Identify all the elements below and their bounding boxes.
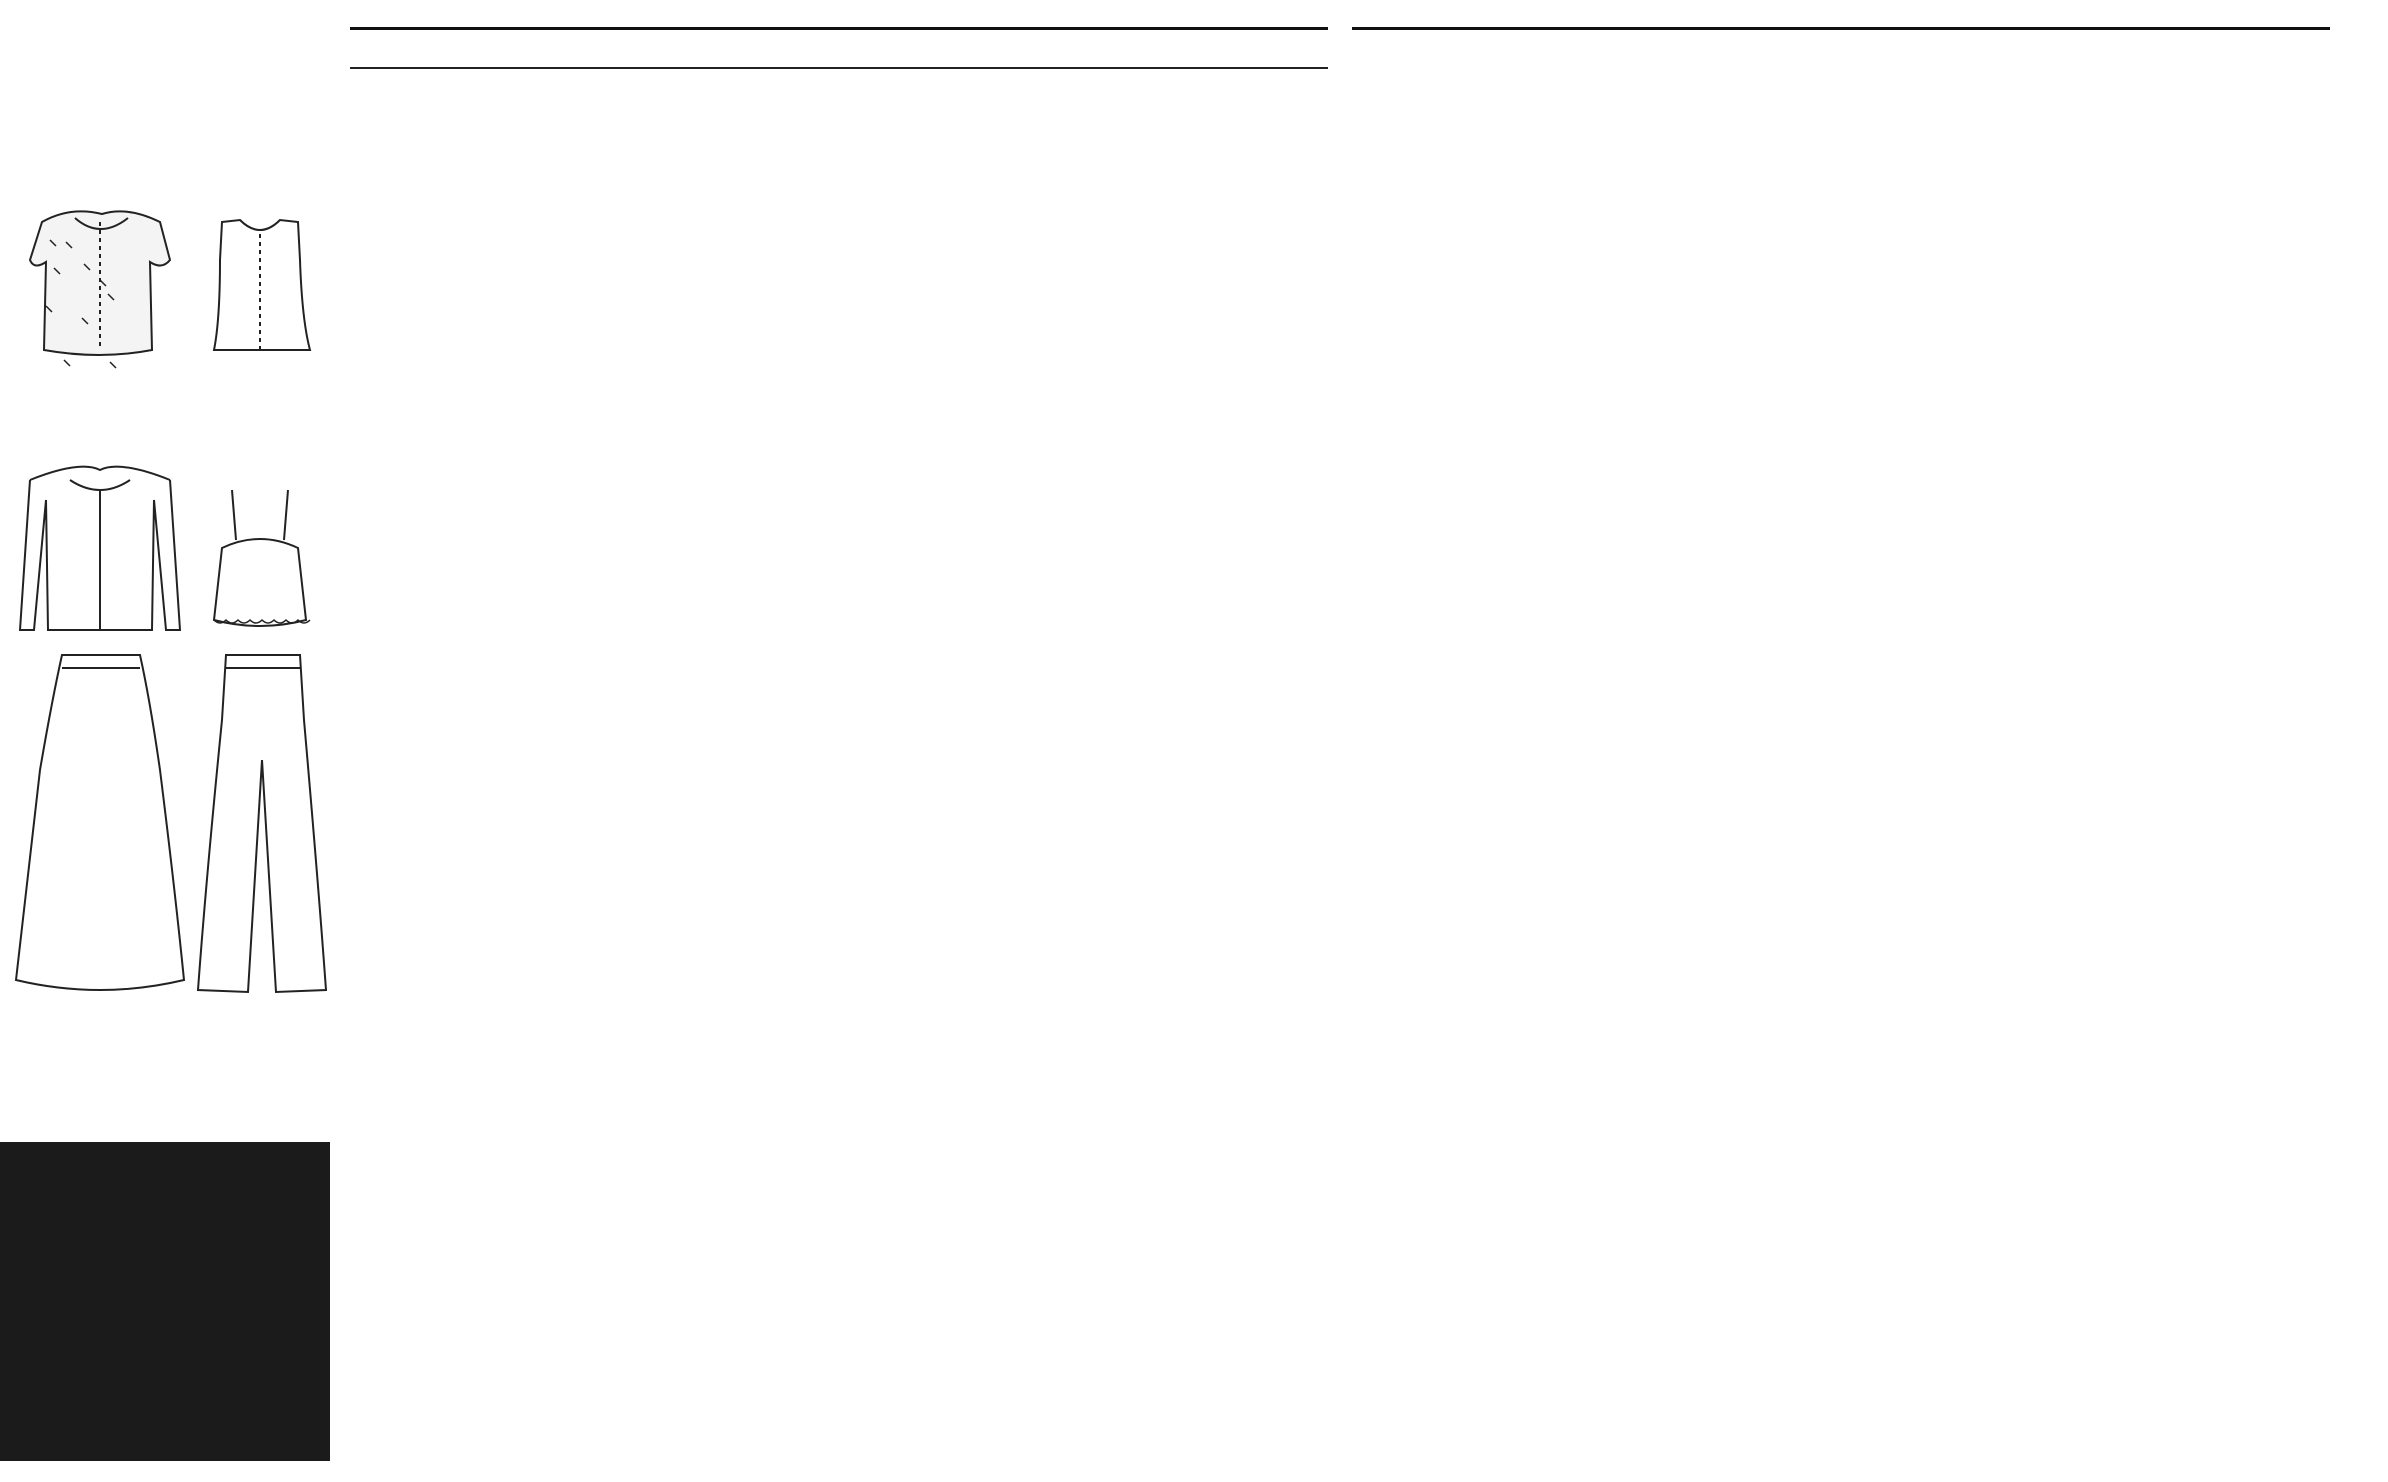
- usage-disclaimer-bar: [2340, 0, 2388, 1481]
- pattern-number-badge: [0, 1142, 330, 1461]
- view-d-drawing: [20, 467, 180, 630]
- view-e-drawing: [16, 655, 184, 990]
- envelope-left-panel: [0, 0, 340, 1481]
- divider: [1352, 27, 2330, 30]
- view-f-drawing: [198, 655, 326, 992]
- view-c-drawing: [214, 490, 310, 626]
- english-yardage-chart: [350, 22, 1328, 1482]
- view-b-drawing: [214, 220, 310, 350]
- english-title: [350, 32, 1328, 62]
- line-drawings: [0, 200, 340, 1200]
- view-a-drawing: [30, 211, 170, 368]
- divider: [350, 27, 1328, 30]
- divider: [350, 67, 1328, 69]
- french-spanish-yardage-chart: [1352, 22, 2330, 1482]
